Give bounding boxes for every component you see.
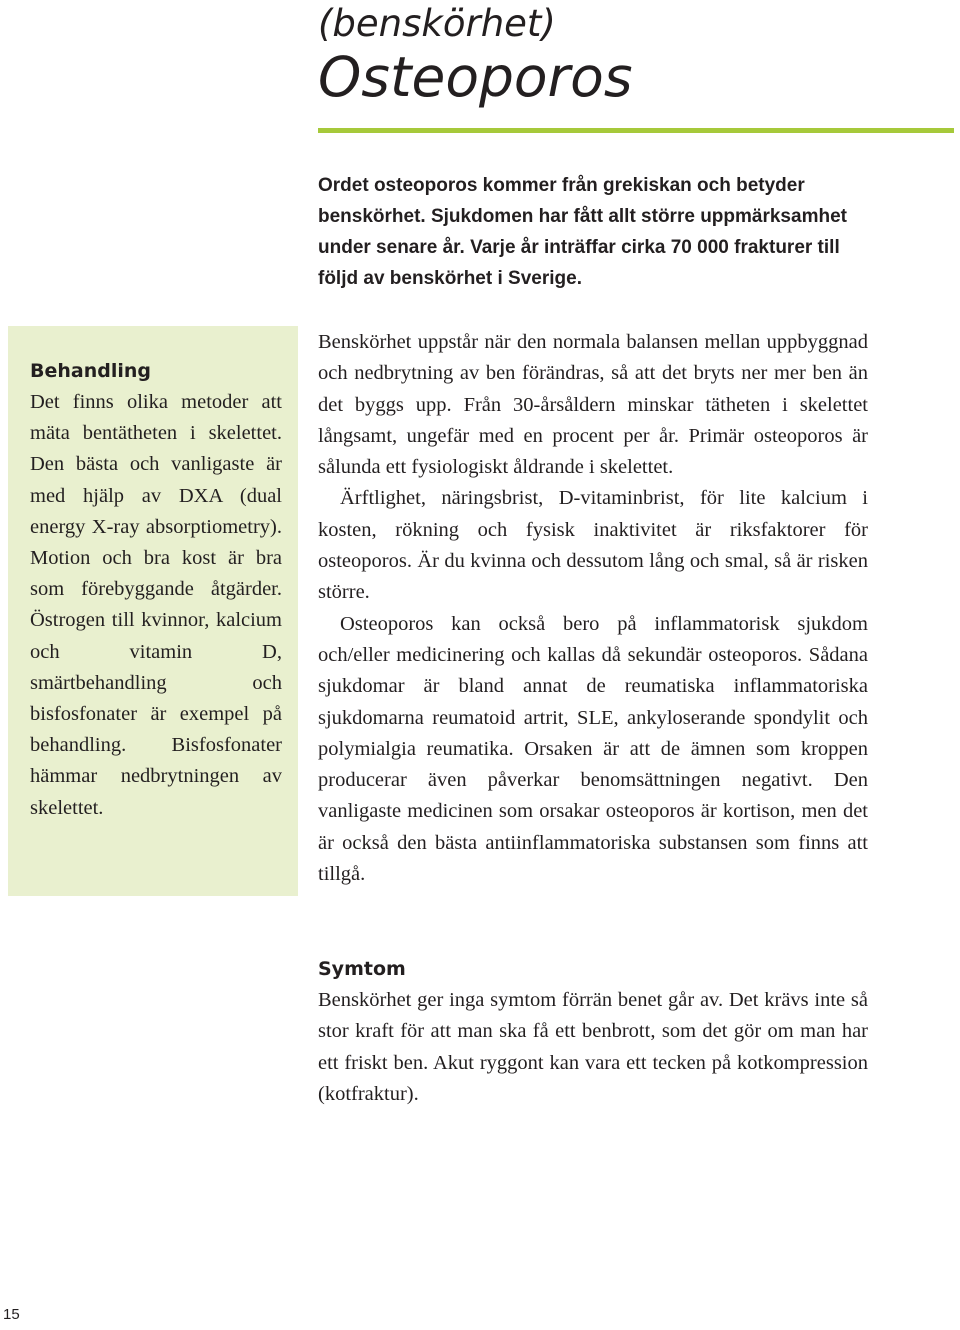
main-paragraph: Osteoporos kan också bero på inflammatorisk sjukdom och/eller medicinering och kallas då sekundär osteoporos. Sådana sjukdomar är bland annat de reumatiska inflammatoriska sjukdomarna reumatoid artrit, SLE, ankyloserande spondylit och polymialgia reumatika. Orsaken är att de ämnen som kroppen producerar även påverkar benomsättningen negativt. Den vanligaste medicinen som orsakar osteoporos är kortison, men det är också den bästa antiinflammatoriska substansen som finns att tillgå.: [318, 612, 868, 886]
main-paragraph: Benskörhet uppstår när den normala balansen mellan uppbyggnad och nedbrytning av ben förändras, så att det bryts ner mer ben än det byggs upp. Från 30-årsåldern minskar tätheten i skelettet långsamt, ungefär med en procent per år. Primär osteoporos är sålunda ett fysiologiskt åldrande i skelettet.: [318, 331, 868, 479]
lead-paragraph: Ordet osteoporos kommer från grekiskan och betyder benskörhet. Sjukdomen har fått allt större uppmärksamhet under senare år. Varje år inträffar cirka 70 000 frakturer till följd av benskörhet i Sverige.: [318, 175, 847, 289]
page-number: 15: [3, 1306, 20, 1323]
title-divider: [318, 128, 954, 133]
sidebar-heading: Behandling: [30, 360, 151, 382]
main-text-column: [318, 327, 868, 890]
sidebar-body: Det finns olika metoder att mäta bentätheten i skelettet. Den bästa och vanligaste är med hjälp av DXA (dual energy X-ray absorptiometry). Motion och bra kost är bra som förebyggande åtgärder. Östrogen till kvinnor, kalcium och vitamin D, smärtbehandling och bisfosfonater är exempel på behandling. Bisfosfonater hämmar nedbrytningen av skelettet.: [30, 391, 282, 819]
treatment-sidebar: [8, 326, 298, 896]
page-subtitle: (benskörhet): [318, 2, 556, 45]
symptom-section: [318, 954, 868, 1110]
page-title: Osteoporos: [318, 45, 633, 109]
symptom-body: Benskörhet ger inga symtom förrän benet går av. Det krävs inte så stor kraft för att man ska få ett benbrott, som det gör om man har ett friskt ben. Akut ryggont kan vara ett tecken på kotkompression (kotfraktur).: [318, 989, 868, 1105]
symptom-heading: Symtom: [318, 958, 406, 980]
main-paragraph: Ärftlighet, näringsbrist, D-vitaminbrist, för lite kalcium i kosten, rökning och fysisk inaktivitet är riksfaktorer för osteoporos. Är du kvinna och dessutom lång och smal, så är risken större.: [318, 487, 868, 604]
